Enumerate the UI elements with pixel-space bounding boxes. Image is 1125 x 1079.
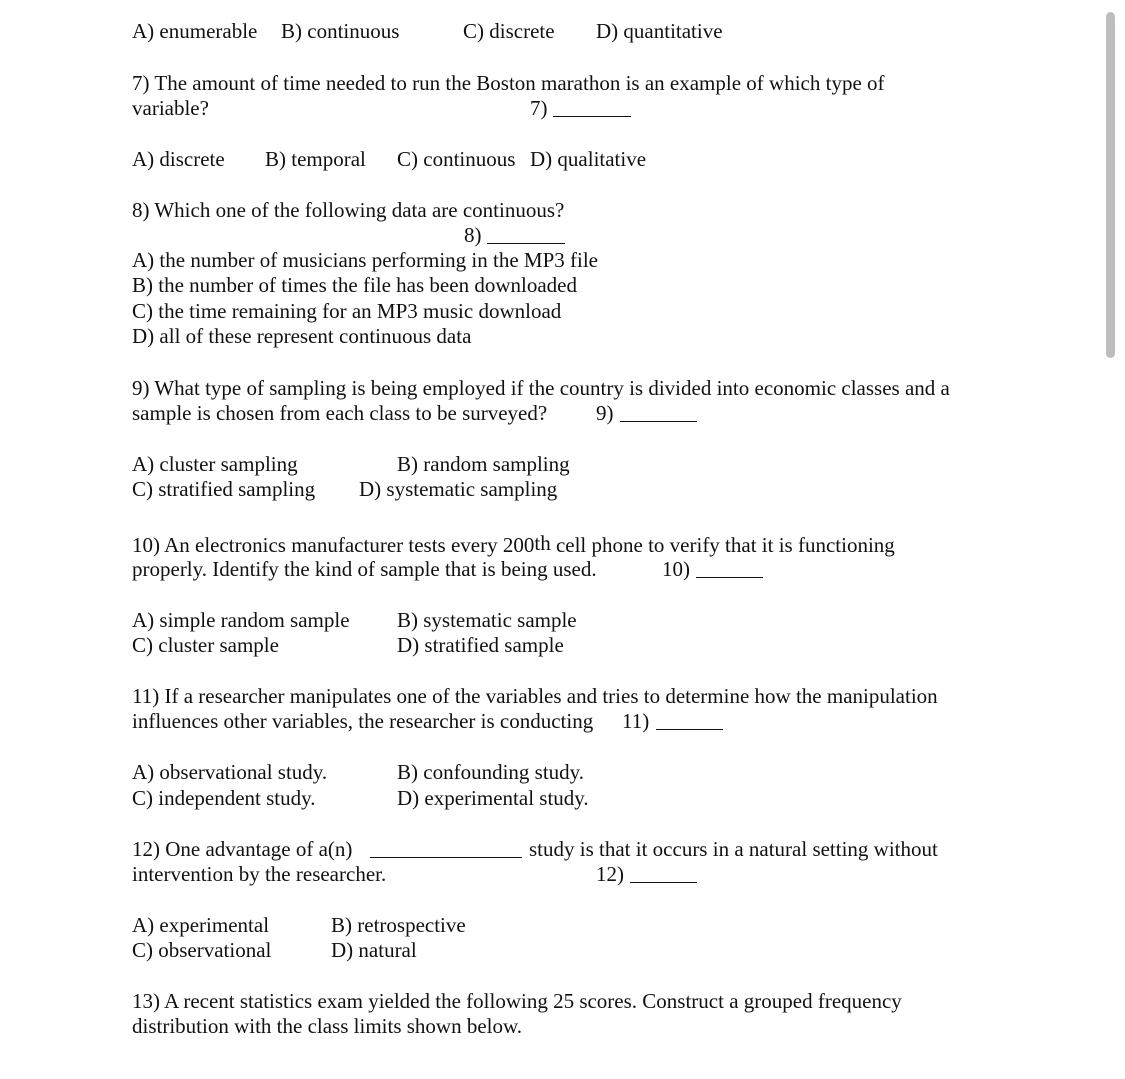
q13-text-line2: distribution with the class limits shown below.: [132, 1014, 523, 1038]
q9-text-line2: sample is chosen from each class to be surveyed?: [132, 401, 548, 425]
q8-text-line1: 8) Which one of the following data are continuous?: [132, 198, 565, 222]
q7-answer-blank: [553, 98, 631, 117]
q12-option-b: B) retrospective: [331, 913, 466, 937]
q10-text-line2: properly. Identify the kind of sample that is being used.: [132, 557, 597, 581]
q12-option-d: D) natural: [331, 938, 417, 962]
q9-answer-label: 9): [596, 401, 614, 425]
q10-text-post: cell phone to verify that it is functioning: [550, 533, 895, 557]
q7-text-line1: 7) The amount of time needed to run the Boston marathon is an example of which type of: [132, 71, 885, 95]
q12-option-c: C) observational: [132, 938, 272, 962]
q10-option-b: B) systematic sample: [397, 608, 577, 632]
q9-option-a: A) cluster sampling: [132, 452, 298, 476]
q8-option-b: B) the number of times the file has been downloaded: [132, 273, 577, 297]
q8-option-a: A) the number of musicians performing in the MP3 file: [132, 248, 598, 272]
q8-option-d: D) all of these represent continuous data: [132, 324, 472, 348]
q6-option-a: A) enumerable: [132, 19, 258, 43]
q10-text-superscript: th: [534, 531, 551, 555]
q7-option-d: D) qualitative: [530, 147, 647, 171]
q13-text-line1: 13) A recent statistics exam yielded the following 25 scores. Construct a grouped frequency: [132, 989, 902, 1013]
q8-answer-label: 8): [464, 223, 482, 247]
q12-text-line1-post: study is that it occurs in a natural setting without: [529, 837, 938, 861]
q9-text-line1: 9) What type of sampling is being employed if the country is divided into economic classes and a: [132, 376, 950, 400]
q11-option-b: B) confounding study.: [397, 760, 585, 784]
q12-text-line1-pre: 12) One advantage of a(n): [132, 837, 353, 861]
q9-option-d: D) systematic sampling: [359, 477, 558, 501]
q11-option-d: D) experimental study.: [397, 786, 589, 810]
q12-text-line2: intervention by the researcher.: [132, 862, 387, 886]
q11-text-line2: influences other variables, the researcher is conducting: [132, 709, 594, 733]
q6-option-b: B) continuous: [281, 19, 400, 43]
q11-option-a: A) observational study.: [132, 760, 328, 784]
q6-option-d: D) quantitative: [596, 19, 723, 43]
q9-answer-blank: [620, 403, 697, 422]
q12-answer-blank: [630, 864, 697, 883]
q12-inline-blank: [370, 839, 522, 858]
q7-text-line2: variable?: [132, 96, 209, 120]
q11-answer-blank: [656, 711, 723, 730]
q11-text-line1: 11) If a researcher manipulates one of the variables and tries to determine how the manipulation: [132, 684, 938, 708]
q6-option-c: C) discrete: [463, 19, 555, 43]
q11-option-c: C) independent study.: [132, 786, 316, 810]
q8-answer-blank: [487, 225, 565, 244]
q10-answer-blank: [696, 559, 763, 578]
q7-option-c: C) continuous: [397, 147, 516, 171]
q7-option-b: B) temporal: [265, 147, 366, 171]
q10-option-a: A) simple random sample: [132, 608, 350, 632]
q10-text-pre: 10) An electronics manufacturer tests every 200: [132, 533, 535, 557]
q12-answer-label: 12): [596, 862, 624, 886]
q7-option-a: A) discrete: [132, 147, 225, 171]
q9-option-c: C) stratified sampling: [132, 477, 316, 501]
q10-text-line1: [132, 531, 895, 558]
q10-option-d: D) stratified sample: [397, 633, 564, 657]
vertical-scrollbar-thumb[interactable]: [1106, 12, 1115, 358]
q10-option-c: C) cluster sample: [132, 633, 279, 657]
q11-answer-label: 11): [622, 709, 650, 733]
q12-option-a: A) experimental: [132, 913, 270, 937]
q9-option-b: B) random sampling: [397, 452, 570, 476]
q10-answer-label: 10): [662, 557, 690, 581]
q7-answer-label: 7): [530, 96, 548, 120]
q8-option-c: C) the time remaining for an MP3 music download: [132, 299, 562, 323]
